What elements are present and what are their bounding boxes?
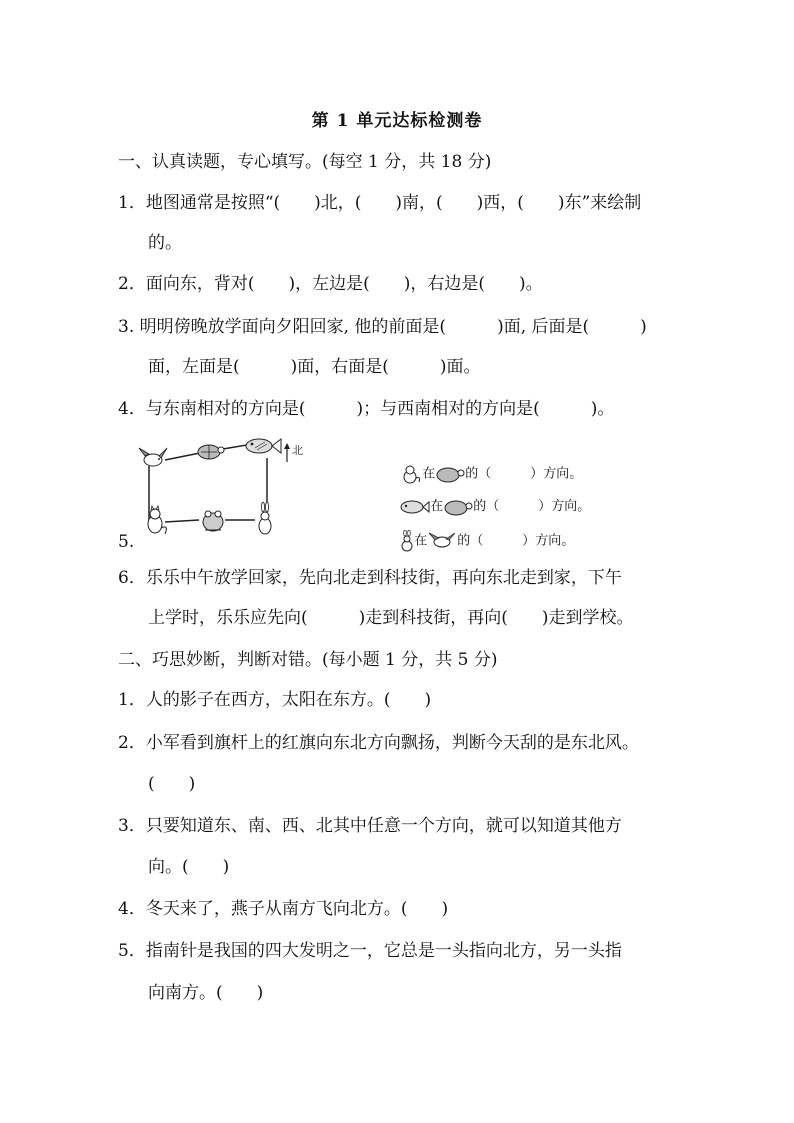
question-1-5-number: 5. [118,532,135,552]
section1-heading: 一、认真读题，专心填写。(每空 1 分，共 18 分) [118,152,492,172]
question-2-1: 1．人的影子在西方，太阳在东方。( ) [118,690,432,710]
section2-heading: 二、巧思妙断，判断对错。(每小题 1 分，共 5 分) [118,650,498,670]
q5-sentence-3 [392,510,574,552]
question-1-4: 4．与东南相对的方向是( )；与西南相对的方向是( )。 [118,399,615,419]
turtle-icon [198,445,224,459]
page-title: 第 1 单元达标检测卷 [311,111,483,131]
bird-icon [139,448,167,466]
q5-sentence-2-before: 在 [430,499,444,514]
question-2-5-line1: 5．指南针是我国的四大发明之一，它总是一头指向北方，另一头指 [118,941,622,961]
direction-map [135,430,315,542]
q5-sentence-3-before: 在 [414,533,428,549]
question-1-1-line2: 的。 [148,233,182,253]
cat-icon [148,506,166,534]
q5-sentence-2-after: 的（ ）方向。 [473,499,591,514]
north-arrow-icon [284,443,290,462]
question-1-6-line1: 6．乐乐中午放学回家，先向北走到科技街，再向东北走到家，下午 [118,568,622,588]
question-1-6-line2: 上学时，乐乐应先向( )走到科技街，再向( )走到学校。 [148,608,634,628]
north-label: 北 [292,444,303,457]
question-2-3-line2: 向。( ) [148,857,230,877]
q5-sentence-1-after: 的（ ）方向。 [465,466,583,482]
question-1-2: 2．面向东，背对( )，左边是( )，右边是( )。 [118,274,543,294]
q5-sentence-3-after: 的（ ）方向。 [457,533,575,549]
question-1-3-line1: 3. 明明傍晚放学面向夕阳回家, 他的前面是( )面, 后面是( ) [118,317,647,337]
bird-icon [427,531,457,551]
question-1-1-line1: 1．地图通常是按照“( )北，( )南，( )西，( )东”来绘制 [118,193,642,213]
question-2-5-line2: 向南方。( ) [148,983,264,1003]
fish-icon [246,439,281,453]
q5-sentence-1-before: 在 [422,466,436,482]
question-2-2-line1: 2．小军看到旗杆上的红旗向东北方向飘扬，判断今天刮的是东北风。 [118,733,639,753]
question-1-3-line2: 面，左面是( )面，右面是( )面。 [148,357,481,377]
question-2-2-line2: ( ) [148,774,196,794]
rabbit-icon [400,530,414,552]
question-2-4: 4．冬天来了，燕子从南方飞向北方。( ) [118,899,449,919]
question-2-3-line1: 3．只要知道东、南、西、北其中任意一个方向，就可以知道其他方 [118,816,622,836]
rabbit-icon [259,502,271,534]
frog-icon [203,511,223,531]
